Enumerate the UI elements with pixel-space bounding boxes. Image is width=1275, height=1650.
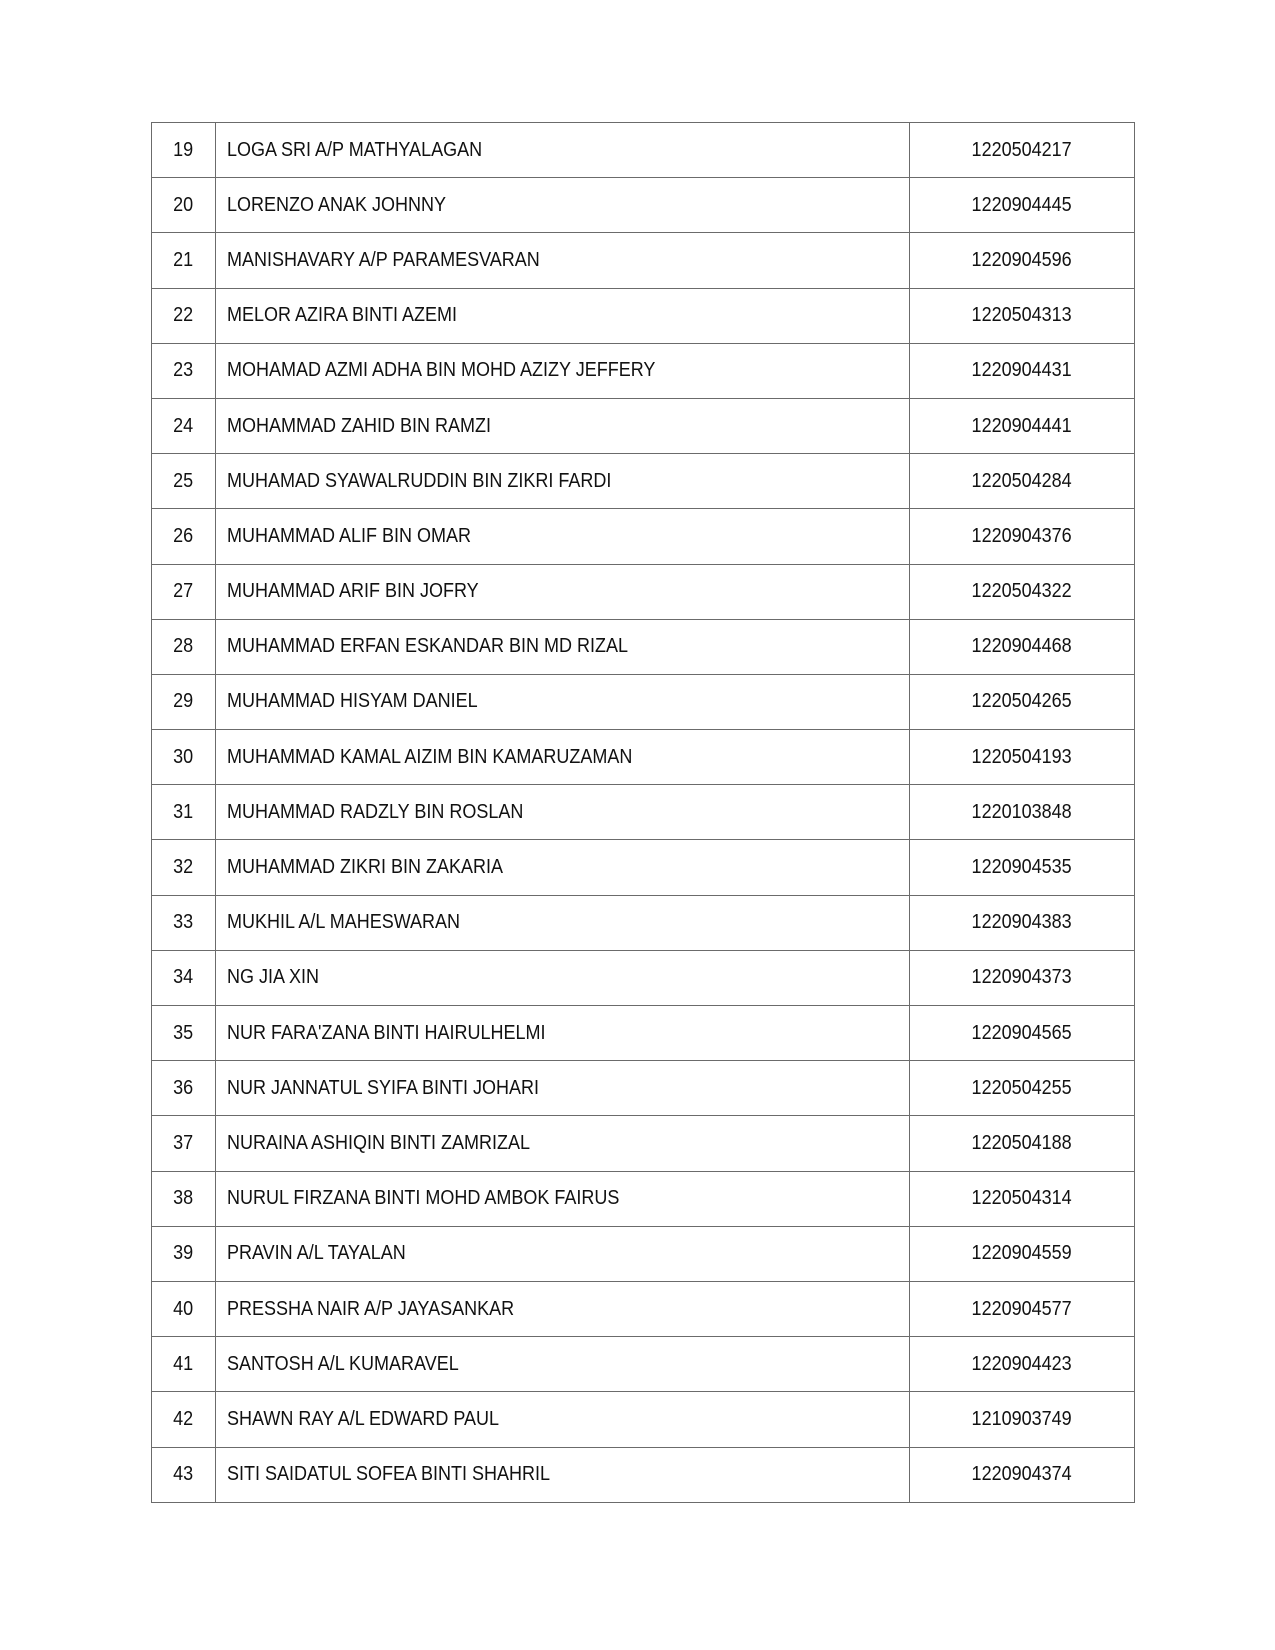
- student-name: MUHAMMAD ALIF BIN OMAR: [227, 524, 472, 547]
- student-name-cell: [216, 1226, 910, 1281]
- row-number-cell: [152, 1226, 216, 1281]
- row-number: 32: [173, 856, 194, 879]
- student-name-cell: [216, 895, 910, 950]
- row-number-cell: [152, 178, 216, 233]
- student-name: MUHAMMAD ARIF BIN JOFRY: [227, 580, 479, 603]
- row-number: 33: [173, 911, 194, 934]
- student-name-cell: [216, 785, 910, 840]
- row-number-cell: [152, 1447, 216, 1502]
- table-row: [152, 178, 1135, 233]
- table-row: [152, 1337, 1135, 1392]
- row-number: 35: [173, 1021, 194, 1044]
- row-number-cell: [152, 1337, 216, 1392]
- row-number-cell: [152, 785, 216, 840]
- row-number-cell: [152, 398, 216, 453]
- student-id: 1220504313: [971, 304, 1073, 327]
- student-id: 1220904577: [971, 1297, 1073, 1320]
- student-id: 1210903749: [971, 1407, 1073, 1430]
- row-number: 24: [173, 414, 194, 437]
- row-number: 23: [173, 359, 194, 382]
- student-name-cell: [216, 1061, 910, 1116]
- student-name-cell: [216, 1337, 910, 1392]
- table-row: [152, 398, 1135, 453]
- table-row: [152, 1116, 1135, 1171]
- row-number: 28: [173, 635, 194, 658]
- row-number-cell: [152, 288, 216, 343]
- row-number: 20: [173, 193, 194, 216]
- row-number-cell: [152, 1392, 216, 1447]
- row-number: 40: [173, 1297, 194, 1320]
- row-number: 22: [173, 304, 194, 327]
- student-name-cell: [216, 564, 910, 619]
- student-name-cell: [216, 840, 910, 895]
- student-name: PRESSHA NAIR A/P JAYASANKAR: [227, 1297, 515, 1320]
- table-row: [152, 950, 1135, 1005]
- table-row: [152, 123, 1135, 178]
- row-number: 30: [173, 745, 194, 768]
- student-name: NURAINA ASHIQIN BINTI ZAMRIZAL: [227, 1131, 531, 1154]
- student-id: 1220504284: [971, 469, 1073, 492]
- student-id: 1220904431: [971, 359, 1073, 382]
- student-name-cell: [216, 123, 910, 178]
- student-id: 1220904565: [971, 1021, 1073, 1044]
- student-name: MUHAMMAD HISYAM DANIEL: [227, 690, 478, 713]
- table-row: [152, 1392, 1135, 1447]
- student-id: 1220904468: [971, 635, 1073, 658]
- student-id: 1220904376: [971, 524, 1073, 547]
- row-number: 21: [173, 248, 194, 271]
- row-number-cell: [152, 950, 216, 1005]
- student-name-cell: [216, 730, 910, 785]
- student-id: 1220904383: [971, 911, 1073, 934]
- student-id-cell: [910, 895, 1135, 950]
- student-name-cell: [216, 343, 910, 398]
- row-number-cell: [152, 1006, 216, 1061]
- student-name: PRAVIN A/L TAYALAN: [227, 1242, 406, 1265]
- table-row: [152, 454, 1135, 509]
- row-number: 43: [173, 1463, 194, 1486]
- row-number: 36: [173, 1076, 194, 1099]
- table-row: [152, 1061, 1135, 1116]
- row-number-cell: [152, 730, 216, 785]
- table-row: [152, 840, 1135, 895]
- row-number: 31: [173, 800, 194, 823]
- row-number-cell: [152, 233, 216, 288]
- row-number-cell: [152, 840, 216, 895]
- row-number-cell: [152, 454, 216, 509]
- student-id-cell: [910, 1006, 1135, 1061]
- student-name: MELOR AZIRA BINTI AZEMI: [227, 304, 458, 327]
- student-name-cell: [216, 674, 910, 729]
- student-name-cell: [216, 509, 910, 564]
- student-id-cell: [910, 1061, 1135, 1116]
- table-row: [152, 619, 1135, 674]
- student-name-cell: [216, 1116, 910, 1171]
- student-list-body: [152, 123, 1135, 1503]
- student-id: 1220904596: [971, 248, 1073, 271]
- student-name: LOGA SRI A/P MATHYALAGAN: [227, 138, 483, 161]
- row-number: 41: [173, 1352, 194, 1375]
- row-number-cell: [152, 509, 216, 564]
- student-id-cell: [910, 509, 1135, 564]
- student-name: SHAWN RAY A/L EDWARD PAUL: [227, 1407, 500, 1430]
- student-id-cell: [910, 1226, 1135, 1281]
- row-number-cell: [152, 1116, 216, 1171]
- student-name: NUR JANNATUL SYIFA BINTI JOHARI: [227, 1076, 540, 1099]
- row-number-cell: [152, 564, 216, 619]
- table-row: [152, 288, 1135, 343]
- student-name: LORENZO ANAK JOHNNY: [227, 193, 447, 216]
- student-name: SITI SAIDATUL SOFEA BINTI SHAHRIL: [227, 1463, 551, 1486]
- student-id: 1220504217: [971, 138, 1073, 161]
- student-id: 1220904559: [971, 1242, 1073, 1265]
- student-name: NG JIA XIN: [227, 966, 320, 989]
- student-list-table: [151, 122, 1135, 1503]
- table-row: [152, 343, 1135, 398]
- student-name: MUHAMAD SYAWALRUDDIN BIN ZIKRI FARDI: [227, 469, 612, 492]
- student-id-cell: [910, 619, 1135, 674]
- student-id: 1220504193: [971, 745, 1073, 768]
- student-id-cell: [910, 785, 1135, 840]
- student-name-cell: [216, 398, 910, 453]
- row-number: 27: [173, 580, 194, 603]
- table-row: [152, 674, 1135, 729]
- table-row: [152, 785, 1135, 840]
- student-id: 1220504314: [971, 1187, 1073, 1210]
- student-name-cell: [216, 1006, 910, 1061]
- row-number: 37: [173, 1131, 194, 1154]
- student-id-cell: [910, 950, 1135, 1005]
- student-name-cell: [216, 178, 910, 233]
- student-id: 1220904445: [971, 193, 1073, 216]
- row-number: 19: [173, 138, 194, 161]
- student-name: MOHAMAD AZMI ADHA BIN MOHD AZIZY JEFFERY: [227, 359, 656, 382]
- table-row: [152, 1226, 1135, 1281]
- student-name: MUHAMMAD ZIKRI BIN ZAKARIA: [227, 856, 504, 879]
- table-row: [152, 1447, 1135, 1502]
- table-row: [152, 1281, 1135, 1336]
- student-id: 1220904535: [971, 856, 1073, 879]
- student-id: 1220904374: [971, 1463, 1073, 1486]
- student-name-cell: [216, 950, 910, 1005]
- student-name-cell: [216, 1281, 910, 1336]
- student-id: 1220904423: [971, 1352, 1073, 1375]
- row-number: 25: [173, 469, 194, 492]
- student-name-cell: [216, 1447, 910, 1502]
- student-name-cell: [216, 1171, 910, 1226]
- student-name: MUHAMMAD RADZLY BIN ROSLAN: [227, 800, 524, 823]
- row-number: 38: [173, 1187, 194, 1210]
- row-number-cell: [152, 895, 216, 950]
- student-id-cell: [910, 398, 1135, 453]
- table-row: [152, 1006, 1135, 1061]
- student-id-cell: [910, 1116, 1135, 1171]
- table-row: [152, 233, 1135, 288]
- student-name: MUKHIL A/L MAHESWARAN: [227, 911, 461, 934]
- row-number: 39: [173, 1242, 194, 1265]
- student-id-cell: [910, 1447, 1135, 1502]
- student-id-cell: [910, 1392, 1135, 1447]
- student-id: 1220904373: [971, 966, 1073, 989]
- student-id: 1220904441: [971, 414, 1073, 437]
- student-name-cell: [216, 233, 910, 288]
- student-id: 1220504265: [971, 690, 1073, 713]
- table-row: [152, 564, 1135, 619]
- student-id: 1220103848: [971, 800, 1073, 823]
- row-number-cell: [152, 343, 216, 398]
- row-number-cell: [152, 1061, 216, 1116]
- student-name-cell: [216, 288, 910, 343]
- student-id-cell: [910, 674, 1135, 729]
- student-name-cell: [216, 619, 910, 674]
- student-id-cell: [910, 454, 1135, 509]
- student-name: MANISHAVARY A/P PARAMESVARAN: [227, 248, 540, 271]
- student-id-cell: [910, 288, 1135, 343]
- student-name-cell: [216, 1392, 910, 1447]
- table-row: [152, 730, 1135, 785]
- row-number: 29: [173, 690, 194, 713]
- row-number-cell: [152, 619, 216, 674]
- student-id-cell: [910, 1281, 1135, 1336]
- table-row: [152, 1171, 1135, 1226]
- student-id-cell: [910, 123, 1135, 178]
- row-number: 42: [173, 1407, 194, 1430]
- student-id: 1220504322: [971, 580, 1073, 603]
- student-id-cell: [910, 1171, 1135, 1226]
- row-number-cell: [152, 1281, 216, 1336]
- student-name: NURUL FIRZANA BINTI MOHD AMBOK FAIRUS: [227, 1187, 620, 1210]
- student-name: MOHAMMAD ZAHID BIN RAMZI: [227, 414, 492, 437]
- student-id: 1220504188: [971, 1131, 1073, 1154]
- student-name: MUHAMMAD KAMAL AIZIM BIN KAMARUZAMAN: [227, 745, 633, 768]
- row-number-cell: [152, 1171, 216, 1226]
- row-number: 34: [173, 966, 194, 989]
- table-row: [152, 895, 1135, 950]
- student-id-cell: [910, 1337, 1135, 1392]
- student-id: 1220504255: [971, 1076, 1073, 1099]
- table-row: [152, 509, 1135, 564]
- student-id-cell: [910, 840, 1135, 895]
- student-name-cell: [216, 454, 910, 509]
- row-number-cell: [152, 123, 216, 178]
- student-name: SANTOSH A/L KUMARAVEL: [227, 1352, 459, 1375]
- student-id-cell: [910, 233, 1135, 288]
- student-id-cell: [910, 343, 1135, 398]
- student-id-cell: [910, 564, 1135, 619]
- student-id-cell: [910, 730, 1135, 785]
- student-id-cell: [910, 178, 1135, 233]
- row-number: 26: [173, 524, 194, 547]
- student-name: MUHAMMAD ERFAN ESKANDAR BIN MD RIZAL: [227, 635, 629, 658]
- row-number-cell: [152, 674, 216, 729]
- student-name: NUR FARA'ZANA BINTI HAIRULHELMI: [227, 1021, 546, 1044]
